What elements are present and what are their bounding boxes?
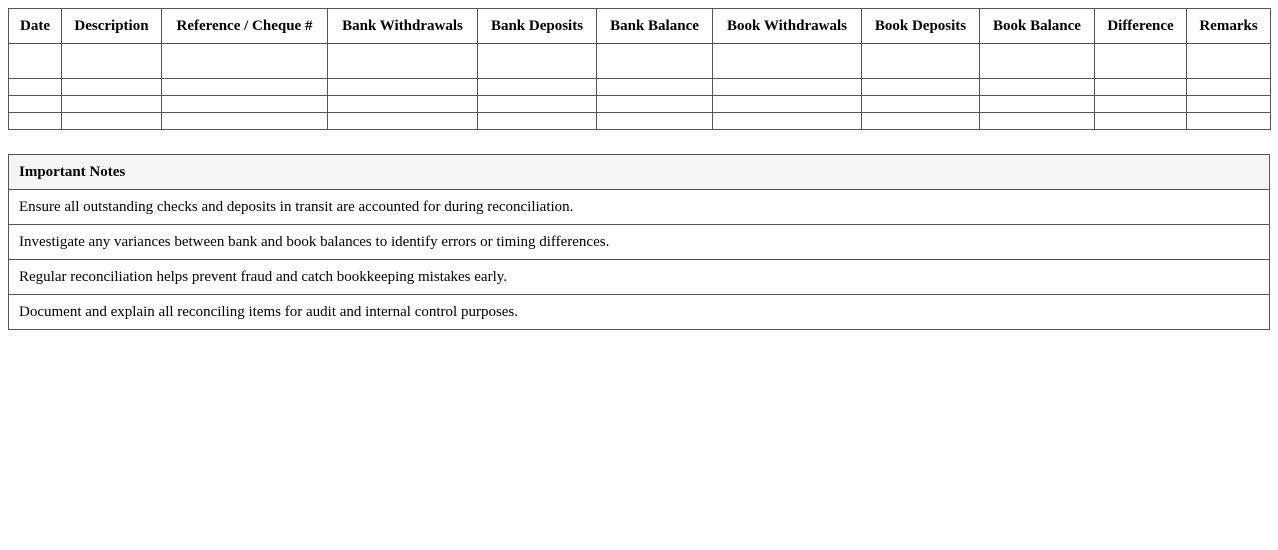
table-cell [328, 79, 478, 96]
col-header-bank-withdrawals: Bank Withdrawals [328, 9, 478, 44]
table-cell [1095, 79, 1187, 96]
note-row [9, 295, 1270, 330]
table-cell [713, 44, 862, 79]
note-item: Ensure all outstanding checks and deposits in transit are accounted for during reconciliation. [9, 190, 1270, 225]
table-cell [980, 96, 1095, 113]
col-header-description: Description [62, 9, 162, 44]
table-row [9, 44, 1271, 79]
table-cell [1187, 113, 1271, 130]
note-item: Investigate any variances between bank and book balances to identify errors or timing differences. [9, 225, 1270, 260]
table-cell [980, 44, 1095, 79]
note-row [9, 190, 1270, 225]
table-cell [62, 96, 162, 113]
reconciliation-table [8, 8, 1271, 130]
note-row [9, 260, 1270, 295]
col-header-remarks: Remarks [1187, 9, 1271, 44]
col-header-book-balance: Book Balance [980, 9, 1095, 44]
table-cell [597, 44, 713, 79]
table-cell [9, 113, 62, 130]
table-cell [862, 96, 980, 113]
table-cell [62, 44, 162, 79]
table-cell [1187, 79, 1271, 96]
col-header-reference: Reference / Cheque # [162, 9, 328, 44]
table-cell [62, 79, 162, 96]
table-cell [862, 79, 980, 96]
table-cell [62, 113, 162, 130]
table-cell [980, 79, 1095, 96]
table-cell [597, 113, 713, 130]
table-cell [1095, 44, 1187, 79]
table-row [9, 79, 1271, 96]
notes-header-row [9, 155, 1270, 190]
table-cell [713, 96, 862, 113]
col-header-book-withdrawals: Book Withdrawals [713, 9, 862, 44]
header-row [9, 9, 1271, 44]
table-cell [597, 79, 713, 96]
table-cell [478, 79, 597, 96]
table-cell [597, 96, 713, 113]
note-item: Document and explain all reconciling items for audit and internal control purposes. [9, 295, 1270, 330]
table-cell [162, 79, 328, 96]
table-cell [1187, 44, 1271, 79]
table-cell [9, 44, 62, 79]
col-header-bank-balance: Bank Balance [597, 9, 713, 44]
table-cell [478, 96, 597, 113]
table-cell [328, 113, 478, 130]
table-cell [862, 44, 980, 79]
table-cell [1187, 96, 1271, 113]
table-cell [1095, 113, 1187, 130]
table-cell [9, 96, 62, 113]
note-row [9, 225, 1270, 260]
table-cell [478, 113, 597, 130]
table-cell [9, 79, 62, 96]
table-cell [328, 44, 478, 79]
table-row [9, 113, 1271, 130]
important-notes-table [8, 154, 1270, 330]
table-cell [980, 113, 1095, 130]
col-header-difference: Difference [1095, 9, 1187, 44]
table-cell [328, 96, 478, 113]
table-cell [713, 79, 862, 96]
table-cell [862, 113, 980, 130]
table-cell [478, 44, 597, 79]
col-header-bank-deposits: Bank Deposits [478, 9, 597, 44]
table-cell [162, 96, 328, 113]
note-item: Regular reconciliation helps prevent fraud and catch bookkeeping mistakes early. [9, 260, 1270, 295]
table-cell [1095, 96, 1187, 113]
col-header-date: Date [9, 9, 62, 44]
table-cell [162, 44, 328, 79]
table-cell [713, 113, 862, 130]
table-cell [162, 113, 328, 130]
notes-title: Important Notes [9, 155, 1270, 190]
table-row [9, 96, 1271, 113]
col-header-book-deposits: Book Deposits [862, 9, 980, 44]
